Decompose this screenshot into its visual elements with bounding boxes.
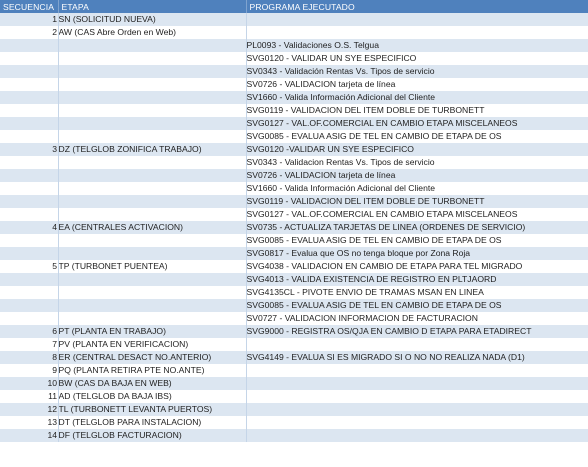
programa-label: SV0727 - VALIDACION INFORMACION DE FACTURACION [246,313,478,323]
table-row [0,195,588,208]
table-row [0,247,588,260]
sequence-number: 5 [52,261,57,271]
table-body [0,13,588,442]
etapa-cell[interactable] [58,78,246,91]
programa-label: SV0726 - VALIDACION tarjeta de línea [246,79,396,89]
programa-label: SV0343 - Validación Rentas Vs. Tipos de servicio [246,66,435,76]
programa-label: SVG0817 - Evalua que OS no tenga bloque por Zona Roja [246,248,471,258]
secuencia-cell[interactable] [0,286,58,299]
programa-cell[interactable] [246,416,588,429]
etapa-cell[interactable] [58,130,246,143]
etapa-label: ER (CENTRAL DESACT NO.ANTERIO) [58,352,212,362]
programa-label: SVG0127 - VAL.OF.COMERCIAL EN CAMBIO ETAPA MISCELANEOS [246,118,518,128]
programa-label: SVG0120 - VALIDAR UN SYE ESPECIFICO [246,53,417,63]
programa-cell[interactable] [246,195,588,208]
secuencia-cell[interactable] [0,39,58,52]
table-row [0,169,588,182]
etapa-label: TL (TURBONETT LEVANTA PUERTOS) [58,404,213,414]
header-row [0,0,588,13]
header-secuencia[interactable]: SECUENCIA [0,0,58,13]
table-row [0,117,588,130]
secuencia-cell[interactable] [0,273,58,286]
etapa-cell[interactable] [58,286,246,299]
sequence-number: 7 [52,339,57,349]
secuencia-cell[interactable] [0,351,58,364]
programa-cell[interactable] [246,104,588,117]
secuencia-cell[interactable] [0,416,58,429]
etapa-cell[interactable] [58,117,246,130]
programa-label: SVG9000 - REGISTRA OS/QJA EN CAMBIO D ETAPA PARA ETADIRECT [246,326,532,336]
programa-label: SVG4149 - EVALUA SI ES MIGRADO SI O NO NO REALIZA NADA (D1) [246,352,525,362]
etapa-cell[interactable] [58,26,246,39]
etapa-cell[interactable] [58,104,246,117]
etapa-cell[interactable] [58,403,246,416]
table-row [0,429,588,442]
etapa-label: DF (TELGLOB FACTURACION) [58,430,182,440]
etapa-cell[interactable] [58,91,246,104]
etapa-label: PQ (PLANTA RETIRA PTE NO.ANTE) [58,365,205,375]
table-row [0,221,588,234]
programa-label: SVG0120 -VALIDAR UN SYE ESPECIFICO [246,144,414,154]
etapa-cell[interactable] [58,234,246,247]
programa-cell[interactable] [246,312,588,325]
etapa-label: AD (TELGLOB DA BAJA IBS) [58,391,172,401]
etapa-cell[interactable] [58,52,246,65]
etapa-cell[interactable] [58,377,246,390]
programa-cell[interactable] [246,39,588,52]
table-row [0,312,588,325]
secuencia-cell[interactable] [0,26,58,39]
programa-cell[interactable] [246,169,588,182]
programa-cell[interactable] [246,182,588,195]
header-etapa[interactable]: ETAPA [58,0,246,13]
secuencia-cell[interactable] [0,325,58,338]
table-row [0,286,588,299]
secuencia-cell[interactable] [0,13,58,26]
etapa-cell[interactable] [58,195,246,208]
etapa-cell[interactable] [58,273,246,286]
secuencia-cell[interactable] [0,364,58,377]
table-row [0,78,588,91]
programa-label: SV1660 - Valida Información Adicional del Cliente [246,183,436,193]
programa-cell[interactable] [246,247,588,260]
table-row [0,65,588,78]
table-row [0,26,588,39]
programa-cell[interactable] [246,364,588,377]
sequence-number: 4 [52,222,57,232]
table-row [0,182,588,195]
secuencia-cell[interactable] [0,91,58,104]
etapa-cell[interactable] [58,182,246,195]
programa-cell[interactable] [246,156,588,169]
programa-cell[interactable] [246,286,588,299]
table-row [0,377,588,390]
programa-cell[interactable] [246,403,588,416]
programa-cell[interactable] [246,117,588,130]
etapa-cell[interactable] [58,143,246,156]
programa-label: SV0343 - Validacion Rentas Vs. Tipos de servicio [246,157,435,167]
sequence-number: 12 [47,404,57,414]
etapa-cell[interactable] [58,208,246,221]
sequence-number: 2 [52,27,57,37]
table-row [0,208,588,221]
etapa-label: TP (TURBONET PUENTEA) [58,261,168,271]
programa-cell[interactable] [246,377,588,390]
secuencia-cell[interactable] [0,182,58,195]
programa-cell[interactable] [246,78,588,91]
etapa-cell[interactable] [58,325,246,338]
etapa-label: DT (TELGLOB PARA INSTALACION) [58,417,202,427]
programa-label: SVG0127 - VAL.OF.COMERCIAL EN CAMBIO ETAPA MISCELANEOS [246,209,518,219]
programa-cell[interactable] [246,351,588,364]
etapa-cell[interactable] [58,429,246,442]
secuencia-cell[interactable] [0,390,58,403]
programa-label: SV1660 - Valida Información Adicional del Cliente [246,92,436,102]
etapa-label: PT (PLANTA EN TRABAJO) [58,326,166,336]
programa-label: SVG0085 - EVALUA ASIG DE TEL EN CAMBIO DE ETAPA DE OS [246,235,502,245]
table-row [0,364,588,377]
etapa-cell[interactable] [58,338,246,351]
table-row [0,325,588,338]
etapa-cell[interactable] [58,65,246,78]
secuencia-cell[interactable] [0,117,58,130]
etapa-cell[interactable] [58,364,246,377]
programa-cell[interactable] [246,260,588,273]
programa-label: SVG4135CL - PIVOTE ENVIO DE TRAMAS MSAN EN LINEA [246,287,484,297]
programa-cell[interactable] [246,91,588,104]
programa-cell[interactable] [246,234,588,247]
etapa-label: PV (PLANTA EN VERIFICACION) [58,339,189,349]
etapa-label: EA (CENTRALES ACTIVACION) [58,222,183,232]
table-row [0,338,588,351]
table-row [0,273,588,286]
table-row [0,390,588,403]
etapa-cell[interactable] [58,299,246,312]
secuencia-cell[interactable] [0,221,58,234]
table-row [0,234,588,247]
programa-label: SVG0085 - EVALUA ASIG DE TEL EN CAMBIO DE ETAPA DE OS [246,131,502,141]
sequence-number: 13 [47,417,57,427]
programa-cell[interactable] [246,208,588,221]
programa-cell[interactable] [246,13,588,26]
programa-label: SV0735 - ACTUALIZA TARJETAS DE LINEA (ORDENES DE SERVICIO) [246,222,526,232]
programa-cell[interactable] [246,65,588,78]
secuencia-cell[interactable] [0,65,58,78]
programa-label: SVG0119 - VALIDACION DEL ITEM DOBLE DE TURBONETT [246,105,485,115]
programa-cell[interactable] [246,143,588,156]
programa-cell[interactable] [246,299,588,312]
table-row [0,130,588,143]
secuencia-cell[interactable] [0,78,58,91]
table-row [0,299,588,312]
programa-label: SVG4038 - VALIDACION EN CAMBIO DE ETAPA PARA TEL MIGRADO [246,261,523,271]
secuencia-cell[interactable] [0,429,58,442]
programa-cell[interactable] [246,429,588,442]
secuencia-cell[interactable] [0,143,58,156]
etapa-label: AW (CAS Abre Orden en Web) [58,27,176,37]
programa-cell[interactable] [246,390,588,403]
sequence-number: 6 [52,326,57,336]
table-row [0,52,588,65]
sequence-number: 3 [52,144,57,154]
secuencia-cell[interactable] [0,234,58,247]
etapa-cell[interactable] [58,351,246,364]
table-row [0,91,588,104]
secuencia-cell[interactable] [0,247,58,260]
etapa-cell[interactable] [58,260,246,273]
etapa-cell[interactable] [58,13,246,26]
etapa-cell[interactable] [58,390,246,403]
secuencia-cell[interactable] [0,299,58,312]
programa-label: SV0726 - VALIDACION tarjeta de línea [246,170,396,180]
programa-cell[interactable] [246,130,588,143]
programa-cell[interactable] [246,221,588,234]
table-row [0,39,588,52]
secuencia-cell[interactable] [0,130,58,143]
secuencia-cell[interactable] [0,260,58,273]
secuencia-cell[interactable] [0,312,58,325]
table-row [0,104,588,117]
table-row [0,143,588,156]
secuencia-cell[interactable] [0,169,58,182]
secuencia-cell[interactable] [0,52,58,65]
secuencia-cell[interactable] [0,338,58,351]
sequence-number: 10 [47,378,57,388]
secuencia-cell[interactable] [0,403,58,416]
table-row [0,13,588,26]
table-row [0,403,588,416]
etapa-label: BW (CAS DA BAJA EN WEB) [58,378,172,388]
etapa-label: DZ (TELGLOB ZONIFICA TRABAJO) [58,144,202,154]
etapa-cell[interactable] [58,156,246,169]
etapa-cell[interactable] [58,247,246,260]
programa-label: SVG0119 - VALIDACION DEL ITEM DOBLE DE TURBONETT [246,196,485,206]
secuencia-cell[interactable] [0,208,58,221]
secuencia-cell[interactable] [0,104,58,117]
table-row [0,260,588,273]
secuencia-cell[interactable] [0,195,58,208]
programa-cell[interactable] [246,273,588,286]
table-row [0,156,588,169]
etapa-cell[interactable] [58,416,246,429]
programa-label: PL0093 - Validaciones O.S. Telgua [246,40,379,50]
etapa-cell[interactable] [58,169,246,182]
sequence-number: 14 [47,430,57,440]
programa-label: SVG4013 - VALIDA EXISTENCIA DE REGISTRO EN PLTJAORD [246,274,497,284]
secuencia-cell[interactable] [0,377,58,390]
etapa-cell[interactable] [58,39,246,52]
sequence-number: 11 [48,391,57,401]
secuencia-cell[interactable] [0,156,58,169]
table-row [0,351,588,364]
sequence-number: 1 [52,14,57,24]
table-row [0,416,588,429]
etapa-label: SN (SOLICITUD NUEVA) [58,14,156,24]
programa-cell[interactable] [246,325,588,338]
sequence-number: 8 [52,352,57,362]
programa-cell[interactable] [246,26,588,39]
programa-label: SVG0085 - EVALUA ASIG DE TEL EN CAMBIO DE ETAPA DE OS [246,300,502,310]
sequence-number: 9 [52,365,57,375]
programa-cell[interactable] [246,52,588,65]
etapa-cell[interactable] [58,312,246,325]
etapa-cell[interactable] [58,221,246,234]
programa-cell[interactable] [246,338,588,351]
header-programa[interactable]: PROGRAMA EJECUTADO [246,0,588,13]
